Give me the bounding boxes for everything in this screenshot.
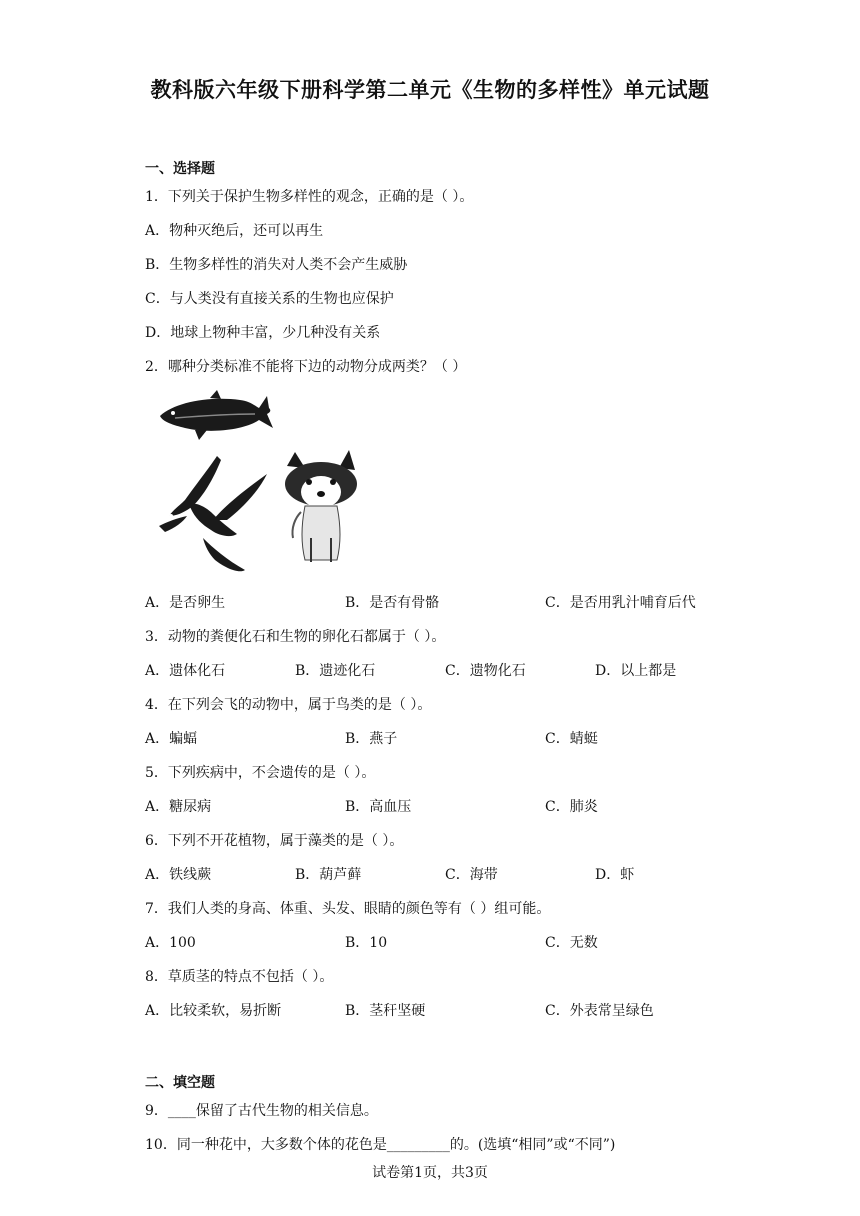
question-4-option-c: C．蜻蜓 <box>545 731 598 747</box>
question-2-stem: 2．哪种分类标准不能将下边的动物分成两类？（ ） <box>145 359 467 375</box>
question-1-option-b: B．生物多样性的消失对人类不会产生威胁 <box>145 257 408 273</box>
question-7-option-c: C．无数 <box>545 935 598 951</box>
question-6-option-d: D．虾 <box>595 867 635 883</box>
question-4-option-b: B．燕子 <box>345 731 398 747</box>
section-heading-fill-in: 二、填空题 <box>145 1075 215 1091</box>
question-6-option-b: B．葫芦藓 <box>295 867 362 883</box>
question-2-option-c: C．是否用乳汁哺育后代 <box>545 595 696 611</box>
question-7-option-a: A．100 <box>145 935 196 951</box>
question-5-option-b: B．高血压 <box>345 799 412 815</box>
question-3-option-d: D．以上都是 <box>595 663 677 679</box>
question-8-stem: 8．草质茎的特点不包括（ ）。 <box>145 969 334 985</box>
question-4-stem: 4．在下列会飞的动物中，属于鸟类的是（ ）。 <box>145 697 432 713</box>
question-1-stem: 1．下列关于保护生物多样性的观念，正确的是（ ）。 <box>145 189 474 205</box>
question-9-stem: 9．____保留了古代生物的相关信息。 <box>145 1103 378 1119</box>
question-7-stem: 7．我们人类的身高、体重、头发、眼睛的颜色等有（ ）组可能。 <box>145 901 551 917</box>
question-8-option-a: A．比较柔软，易折断 <box>145 1003 282 1019</box>
question-5-stem: 5．下列疾病中，不会遗传的是（ ）。 <box>145 765 376 781</box>
question-6-option-a: A．铁线蕨 <box>145 867 212 883</box>
animal-figure <box>155 388 375 578</box>
page-footer: 试卷第1页，共3页 <box>372 1165 488 1181</box>
dog-icon <box>285 450 357 562</box>
question-2-option-b: B．是否有骨骼 <box>345 595 440 611</box>
question-7-option-b: B．10 <box>345 935 388 951</box>
question-3-option-b: B．遗迹化石 <box>295 663 376 679</box>
question-5-option-a: A．糖尿病 <box>145 799 212 815</box>
question-2-option-a: A．是否卵生 <box>145 595 226 611</box>
question-1-option-c: C．与人类没有直接关系的生物也应保护 <box>145 291 394 307</box>
question-1-option-a: A．物种灭绝后，还可以再生 <box>145 223 324 239</box>
question-3-option-c: C．遗物化石 <box>445 663 526 679</box>
swallow-icon <box>159 456 267 571</box>
question-8-option-c: C．外表常呈绿色 <box>545 1003 654 1019</box>
question-10-stem: 10．同一种花中，大多数个体的花色是_________的。(选填“相同”或“不同”) <box>145 1137 616 1153</box>
question-3-option-a: A．遗体化石 <box>145 663 226 679</box>
fish-icon <box>160 390 273 440</box>
question-1-option-d: D．地球上物种丰富，少几种没有关系 <box>145 325 381 341</box>
question-6-stem: 6．下列不开花植物，属于藻类的是（ ）。 <box>145 833 404 849</box>
question-3-stem: 3．动物的粪便化石和生物的卵化石都属于（ ）。 <box>145 629 446 645</box>
page-title: 教科版六年级下册科学第二单元《生物的多样性》单元试题 <box>150 78 710 102</box>
question-6-option-c: C．海带 <box>445 867 498 883</box>
question-8-option-b: B．茎秆坚硬 <box>345 1003 426 1019</box>
section-heading-choice: 一、选择题 <box>145 161 215 177</box>
question-4-option-a: A．蝙蝠 <box>145 731 198 747</box>
question-5-option-c: C．肺炎 <box>545 799 598 815</box>
